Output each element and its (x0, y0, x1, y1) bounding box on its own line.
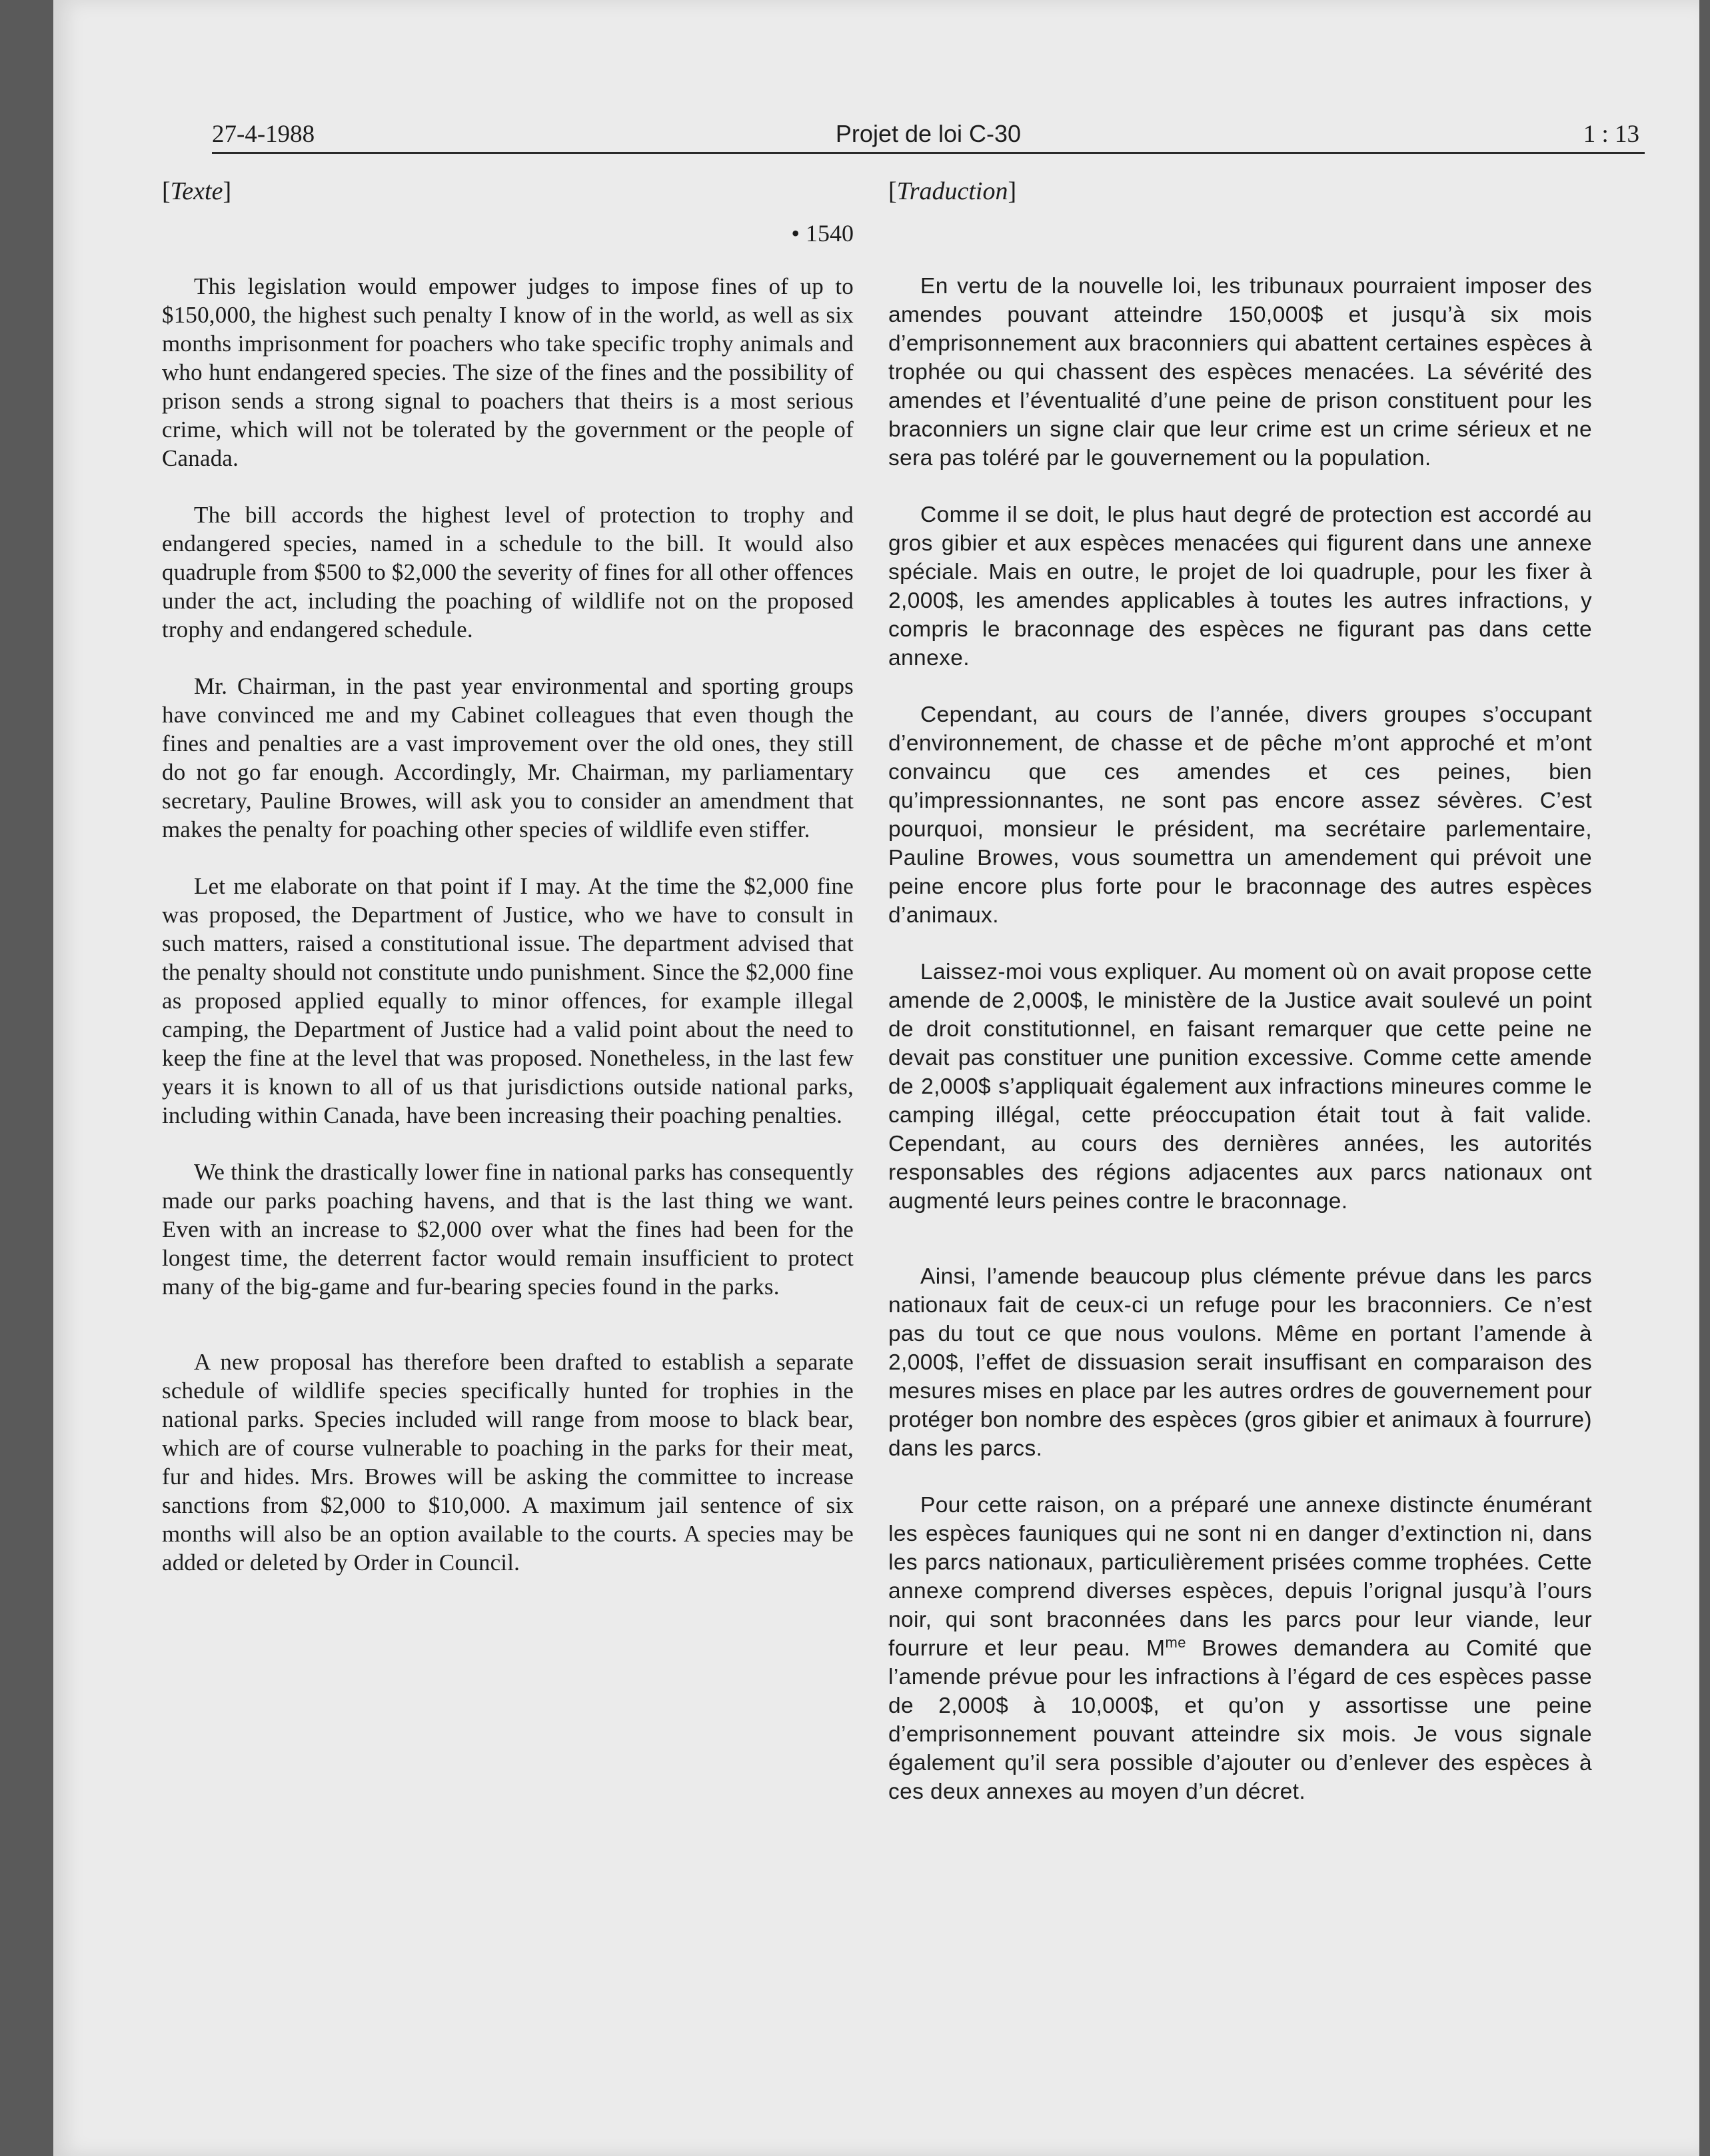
french-paragraph-4: Laissez-moi vous expliquer. Au moment où on avait propose cette amende de 2,000$, le ministère de la Justice avait soulevé un point de droit constitutionnel, en faisant remarquer que cette peine ne devait pas constituer une punition excessive. Comme cette amende de 2,000$ s’appliquait également aux infractions mineures comme le camping illégal, cette préoccupation était tout à fait valide. Cependant, au cours des dernières années, les autorités responsables des régions adjacentes aux parcs nationaux ont augmenté leurs peines contre le braconnage. (888, 960, 1592, 1214)
english-paragraph-4: Let me elaborate on that point if I may. At the time the $2,000 fine was proposed, the Department of Justice, who we have to consult in such matters, raised a constitutional issue. The department advised that the penalty should not constitute undo punishment. Since the $2,000 fine as proposed applied equally to minor offences, for example illegal camping, the Department of Justice had a valid point about the need to keep the fine at the level that was proposed. Nonetheless, in the last few years it is known to all of us that jurisdictions outside national parks, including within Canada, have been increasing their poaching penalties. (162, 873, 854, 1128)
english-column-label: [Texte] (162, 177, 232, 205)
french-paragraph-6: Pour cette raison, on a préparé une annexe distincte énumérant les espèces fauniques qui ne sont ni en danger d’extinction ni, dans les parcs nationaux, particulièrement prisées comme trophées. Cette annexe comprend diverses espèces, depuis l’orignal jusqu’à l’ours noir, qui sont braconnées dans les parcs pour leur viande, leur fourrure et leur peau. $M^{me}$ Browes demandera au Comité que l’amende prévue pour les infractions à l’égard de ces espèces passe de 2,000$ à 10,000$, et qu’on y assortisse une peine d’emprisonnement pouvant atteindre six mois. Je vous signale également qu’il sera possible d’ajouter ou d’enlever des espèces à ces deux annexes au moyen d’un décret. (888, 1493, 1592, 1804)
english-paragraph-1: This legislation would empower judges to impose fines of up to $150,000, the highest such penalty I know of in the world, as well as six months imprisonment for poachers who take specific trophy animals and who hunt endangered species. The size of the fines and the possibility of prison sends a strong signal to poachers that theirs is a most serious crime, which will not be tolerated by the government or the people of Canada. (162, 273, 854, 471)
english-paragraph-5: We think the drastically lower fine in national parks has consequently made our parks poaching havens, and that is the last thing we want. Even with an increase to $2,000 over what the fines had been for the longest time, the deterrent factor would remain insufficient to protect many of the big-game and fur-bearing species found in the parks. (162, 1159, 854, 1300)
english-paragraph-3: Mr. Chairman, in the past year environmental and sporting groups have convinced me and my Cabinet colleagues that even though the fines and penalties are a vast improvement over the old ones, they still do not go far enough. Accordingly, Mr. Chairman, my parliamentary secretary, Pauline Browes, will ask you to consider an amendment that makes the penalty for poaching other species of wildlife even stiffer. (162, 673, 854, 842)
french-paragraph-1: En vertu de la nouvelle loi, les tribunaux pourraient imposer des amendes pouvant atteindre 150,000$ et jusqu’à six mois d’emprisonnement aux braconniers qui abattent certaines espèces à trophée ou qui chassent des espèces menacées. La sévérité des amendes et l’éventualité d’une peine de prison constituent pour les braconniers un signe clair que leur crime est un crime sérieux et ne sera pas toléré par le gouvernement ou la population. (888, 274, 1592, 471)
french-column (888, 175, 1592, 1806)
english-paragraph-2: The bill accords the highest level of protection to trophy and endangered species, named in a schedule to the bill. It would also quadruple from $500 to $2,000 the severity of fines for all other offences under the act, including the poaching of wildlife not on the proposed trophy and endangered schedule. (162, 502, 854, 642)
french-paragraph-5: Ainsi, l’amende beaucoup plus clémente prévue dans les parcs nationaux fait de ceux-ci un refuge pour les braconniers. Ce n’est pas du tout ce que nous voulons. Même en portant l’amende à 2,000$, l’effet de dissuasion serait insuffisant en comparaison des mesures mises en place par les autres ordres de gouvernement pour protéger bon nombre des espèces (gros gibier et animaux à fourrure) dans les parcs. (888, 1264, 1592, 1461)
english-paragraph-6: A new proposal has therefore been drafted to establish a separate schedule of wildlife species specifically hunted for trophies in the national parks. Species included will range from moose to black bear, which are of course vulnerable to poaching in the parks for their meat, fur and hides. Mrs. Browes will be asking the committee to increase sanctions from $2,000 to $10,000. A maximum jail sentence of six months will also be an option available to the courts. A species may be added or deleted by Order in Council. (162, 1349, 854, 1576)
french-paragraph-2: Comme il se doit, le plus haut degré de protection est accordé au gros gibier et aux espèces menacées qui figurent dans une annexe spéciale. Mais en outre, le projet de loi quadruple, pour les fixer à 2,000$, les amendes applicables à toutes les autres infractions, y compris le braconnage des espèces ne figurant pas dans cette annexe. (888, 503, 1592, 670)
timestamp: • 1540 (791, 220, 854, 247)
french-column-label: [Traduction] (888, 177, 1017, 205)
header-date: 27-4-1988 (212, 121, 315, 148)
header-page-number: 1 : 13 (1583, 121, 1639, 148)
english-column (162, 175, 854, 1577)
french-paragraph-3: Cependant, au cours de l’année, divers groupes s’occupant d’environnement, de chasse et de pêche m’ont approché et m’ont convaincu que ces amendes et ces peines, bien qu’impressionnantes, ne sont pas encore assez sévères. C’est pourquoi, monsieur le président, ma secrétaire parlementaire, Pauline Browes, vous soumettra un amendement qui prévoit une peine encore plus forte pour le braconnage des autres espèces d’animaux. (888, 702, 1592, 928)
header-title: Projet de loi C-30 (835, 120, 1022, 147)
page-header (212, 119, 1645, 154)
